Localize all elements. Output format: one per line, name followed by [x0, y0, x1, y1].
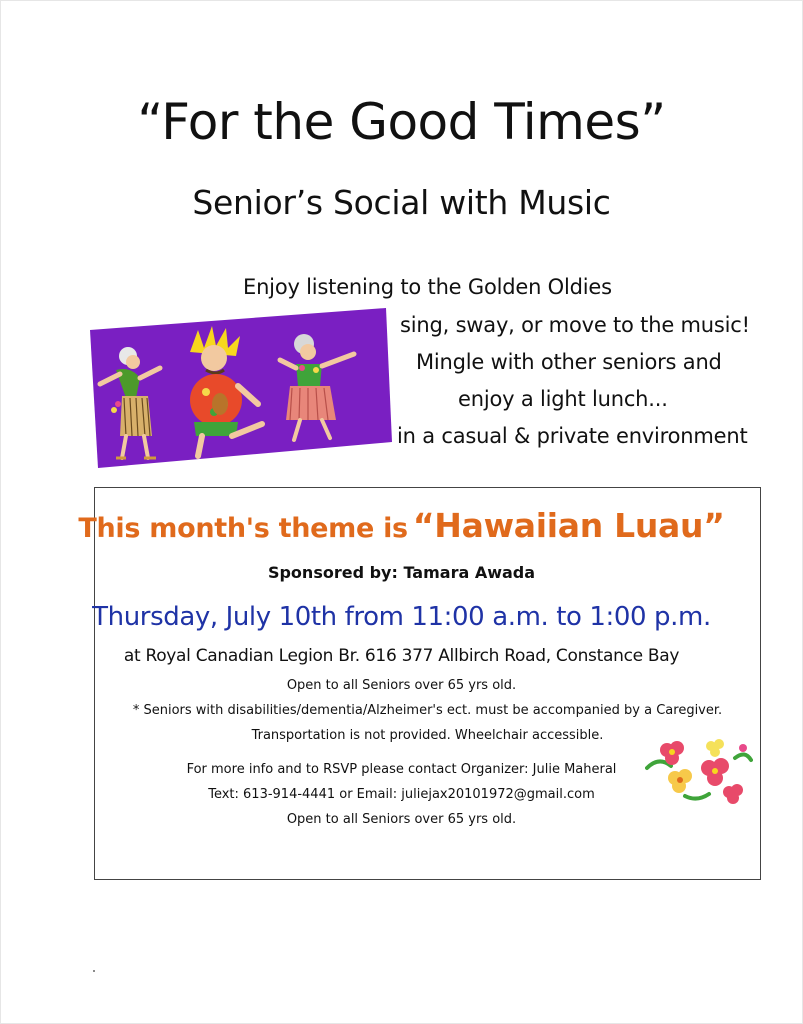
theme-prefix: This month's theme is — [78, 513, 408, 544]
poster-title: “For the Good Times” — [137, 93, 666, 151]
hibiscus-flowers-clipart — [645, 738, 753, 804]
eligibility-repeat-line: Open to all Seniors over 65 yrs old. — [286, 812, 517, 827]
accessibility-notice: * Seniors with disabilities/dementia/Alzheimer's ect. must be accompanied by a Caregiver. Transportation is not provided. Wheelchair accessible. — [132, 703, 723, 743]
intro-line-casual-environment: in a casual & private environment — [397, 424, 748, 448]
contact-line: For more info and to RSVP please contact Organizer: Julie Maheral — [186, 762, 617, 777]
intro-line-sing-sway: sing, sway, or move to the music! — [400, 313, 750, 337]
intro-line-light-lunch: enjoy a light lunch... — [458, 387, 668, 411]
hula-dancers-clipart — [86, 308, 392, 468]
intro-line-mingle: Mingle with other seniors and — [416, 350, 722, 374]
sponsor-line: Sponsored by: Tamara Awada — [267, 563, 536, 582]
eligibility-line: Open to all Seniors over 65 yrs old. — [286, 678, 517, 693]
event-venue: at Royal Canadian Legion Br. 616 377 Allbirch Road, Constance Bay — [123, 646, 680, 666]
phone-email-line: Text: 613-914-4441 or Email: juliejax20101972@gmail.com — [208, 787, 595, 802]
theme-name: “Hawaiian Luau” — [412, 506, 725, 545]
theme-heading — [0, 506, 803, 546]
event-date-time: Thursday, July 10th from 11:00 a.m. to 1:00 p.m. — [92, 602, 711, 632]
poster-subtitle: Senior’s Social with Music — [192, 183, 611, 222]
intro-line-golden-oldies: Enjoy listening to the Golden Oldies — [243, 275, 612, 299]
stray-dot — [93, 970, 95, 972]
